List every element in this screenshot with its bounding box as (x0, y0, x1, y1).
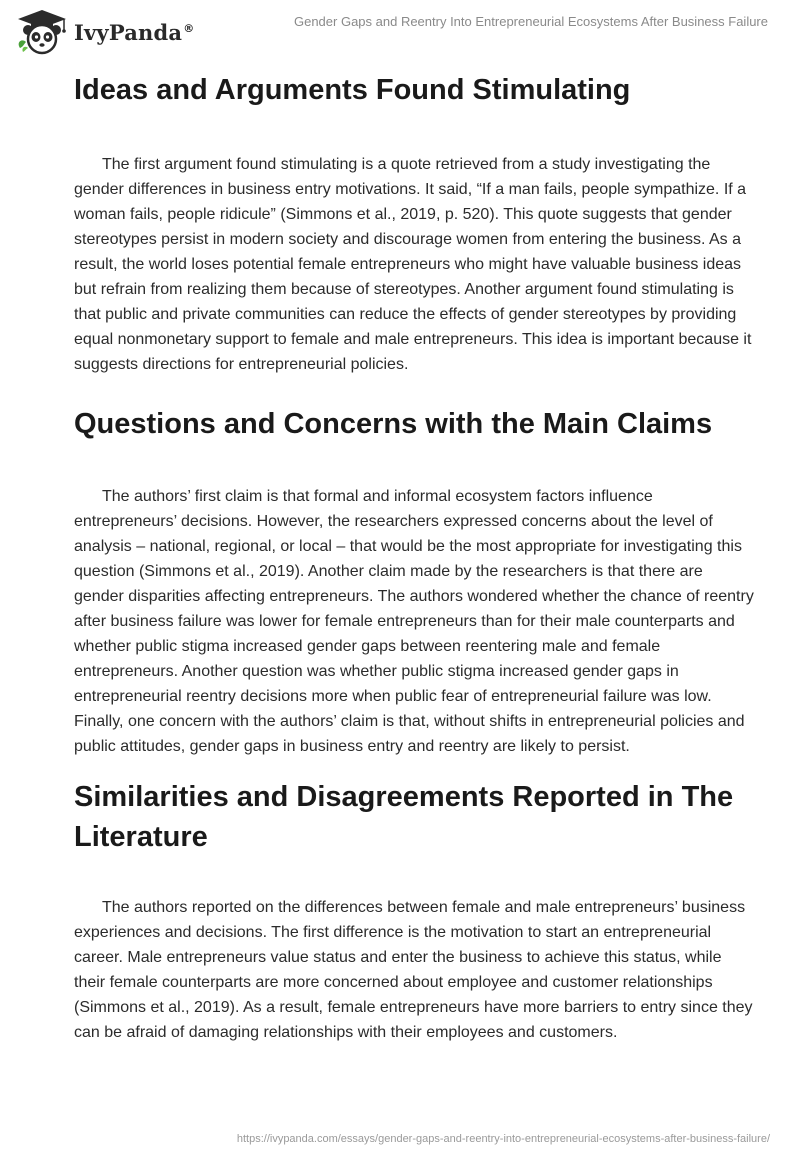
registered-mark: ® (183, 21, 195, 35)
brand-name: IvyPanda® (74, 19, 195, 45)
section-paragraph-ideas: The first argument found stimulating is a quote retrieved from a study investigating the gender differences in business entry motivations. It said, “If a man fails, people sympathize. If a woman fails, people ridicule” (Simmons et al., 2019, p. 520). This quote suggests that gender stereotypes persist in modern society and discourage women from entering the business. As a result, the world loses potential female entrepreneurs who might have valuable business ideas but refrain from realizing them because of stereotypes. Another argument found stimulating is that public and private communities can reduce the effects of gender stereotypes by providing equal nonmonetary support to female and male entrepreneurs. This idea is important because it suggests directions for entrepreneurial policies. (74, 156, 752, 373)
brand-logo[interactable] (14, 8, 194, 56)
essay-content (74, 70, 754, 1045)
section-heading-ideas: Ideas and Arguments Found Stimulating (74, 74, 631, 106)
section-paragraph-similarities: The authors reported on the differences between female and male entrepreneurs’ business experiences and decisions. The first difference is the motivation to start an entrepreneurial career. Male entrepreneurs value status and enter the business to achieve this status, while their female counterparts are more concerned about employee and customer relationships (Simmons et al., 2019). As a result, female entrepreneurs have more barriers to entry since they can be afraid of damaging relationships with their employees and customers. (74, 899, 753, 1041)
panda-graduate-icon (14, 8, 70, 56)
section-heading-questions: Questions and Concerns with the Main Claims (74, 408, 713, 440)
document-title: Gender Gaps and Reentry Into Entrepreneurial Ecosystems After Business Failure (293, 14, 768, 29)
source-url-link[interactable]: https://ivypanda.com/essays/gender-gaps-and-reentry-into-entrepreneurial-ecosystems-after-business-failure/ (236, 1133, 770, 1145)
section-paragraph-questions: The authors’ first claim is that formal and informal ecosystem factors influence entrepreneurs’ decisions. However, the researchers expressed concerns about the level of analysis – national, regional, or local – that would be the most appropriate for investigating this question (Simmons et al., 2019). Another claim made by the researchers is that there are gender disparities affecting entrepreneurs. The authors wondered whether the chance of reentry after business failure was lower for female entrepreneurs than for their male counterparts and whether public stigma increased gender gaps between reentering male and female entrepreneurs. Another question was whether public stigma increased gender gaps in entrepreneurial reentry decisions more when public fear of entrepreneurial failure was low. Finally, one concern with the authors’ claim is that, without shifts in entrepreneurial policies and public attitudes, gender gaps in business entry and reentry are likely to persist. (74, 488, 754, 755)
section-heading-similarities: Similarities and Disagreements Reported in The Literature (74, 781, 734, 853)
